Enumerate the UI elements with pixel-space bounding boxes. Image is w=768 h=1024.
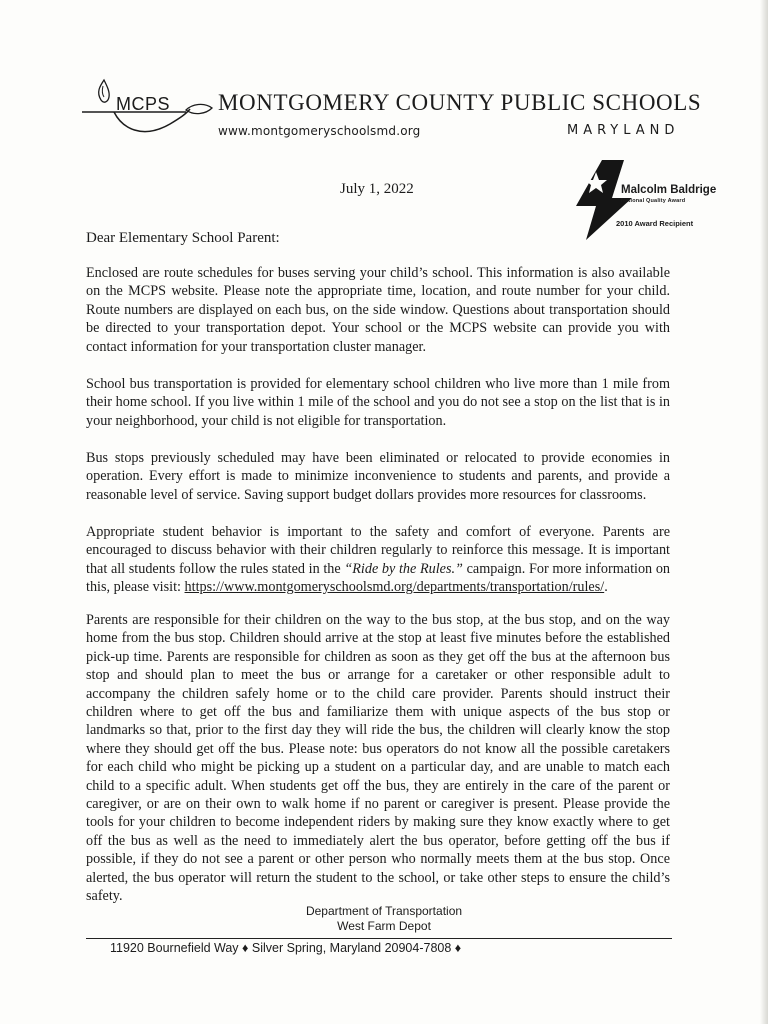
page-edge-shadow: [760, 0, 768, 1024]
award-title: Malcolm Baldrige: [621, 184, 717, 196]
department-name: Department of Transportation: [305, 904, 463, 918]
ride-by-the-rules-text: “Ride by the Rules.”: [344, 560, 463, 577]
paragraph-route-schedules: Enclosed are route schedules for buses serving your child’s school. This information is also available on the MCPS website. Please note the appropriate time, location, and route number for your child. Route numbers are displayed on each bus, on the side window. Questions about transportation should be directed to your transportation depot. Your school or the MCPS website can provide you with contact information for your transportation cluster manager.: [86, 265, 670, 355]
award-subtitle: National Quality Award: [621, 198, 686, 204]
paragraph-student-behavior: [86, 523, 670, 597]
org-url: www.montgomeryschoolsmd.org: [218, 124, 421, 138]
footer-address: 11920 Bournefield Way ♦ Silver Spring, Maryland 20904-7808 ♦: [110, 941, 462, 955]
mcps-logo-text: MCPS: [116, 94, 171, 114]
behavior-text-continued: campaign. For more information on this, please visit:: [86, 560, 671, 596]
behavior-text: Appropriate student behavior is important to the safety and comfort of everyone. Parents are encouraged to discuss behavior with their children regularly to reinforce this message. It is important that all students follow the rules stated in the: [86, 524, 670, 577]
footer-department: [0, 904, 768, 934]
mcps-logo: [82, 66, 216, 146]
depot-name: West Farm Depot: [337, 919, 431, 933]
org-name: MONTGOMERY COUNTY PUBLIC SCHOOLS: [218, 90, 702, 115]
footer-divider: [86, 938, 672, 939]
paragraph-parent-responsibility: Parents are responsible for their children on the way to the bus stop, at the bus stop, and on the way home from the bus stop. Children should arrive at the stop at least five minutes before the established pick-up time. Parents are responsible for children as soon as they get off the bus at the afternoon bus stop and should plan to meet the bus or arrange for a caretaker or other responsible adult to accompany the children safely home or to the child care provider. Parents should instruct their children where to get off the bus and familiarize them with unique aspects of the bus stop or landmarks so that, prior to the first day they will ride the bus, the children will clearly know the stop where they should get off the bus. Please note: bus operators do not know all the possible caretakers for each child who might be picking up a student on a particular day, and are unable to match each child to a specific adult. When students get off the bus, they are entirely in the care of the parent or caregiver, or are on their own to walk home if no parent or caregiver is present. Please provide the tools for your children to become independent riders by making sure they know exactly where to get off the bus as well as the need to immediately alert the bus operator, before getting off the bus if possible, if they do not see a parent or other person who normally meets them at the bus stop. Once alerted, the bus operator will return the student to the school, or take other steps to ensure the child’s safety.: [86, 612, 670, 905]
letter-date: July 1, 2022: [340, 181, 414, 197]
org-state: MARYLAND: [567, 123, 680, 138]
salutation: Dear Elementary School Parent:: [86, 230, 280, 246]
award-year: 2010 Award Recipient: [616, 219, 694, 228]
behavior-text-end: .: [604, 579, 608, 596]
paragraph-eligibility: School bus transportation is provided for elementary school children who live more than 1 mile from their home school. If you live within 1 mile of the school and you do not see a stop on the list that is in your neighborhood, your child is not eligible for transportation.: [86, 376, 670, 429]
baldrige-award-badge: [572, 158, 722, 240]
rules-link[interactable]: https://www.montgomeryschoolsmd.org/departments/transportation/rules/: [184, 579, 605, 596]
paragraph-bus-stops: Bus stops previously scheduled may have been eliminated or relocated to provide economies in operation. Every effort is made to minimize inconvenience to students and parents, and provide a reasonable level of service. Saving support budget dollars provides more resources for classrooms.: [86, 450, 670, 503]
letterhead: [82, 66, 702, 146]
